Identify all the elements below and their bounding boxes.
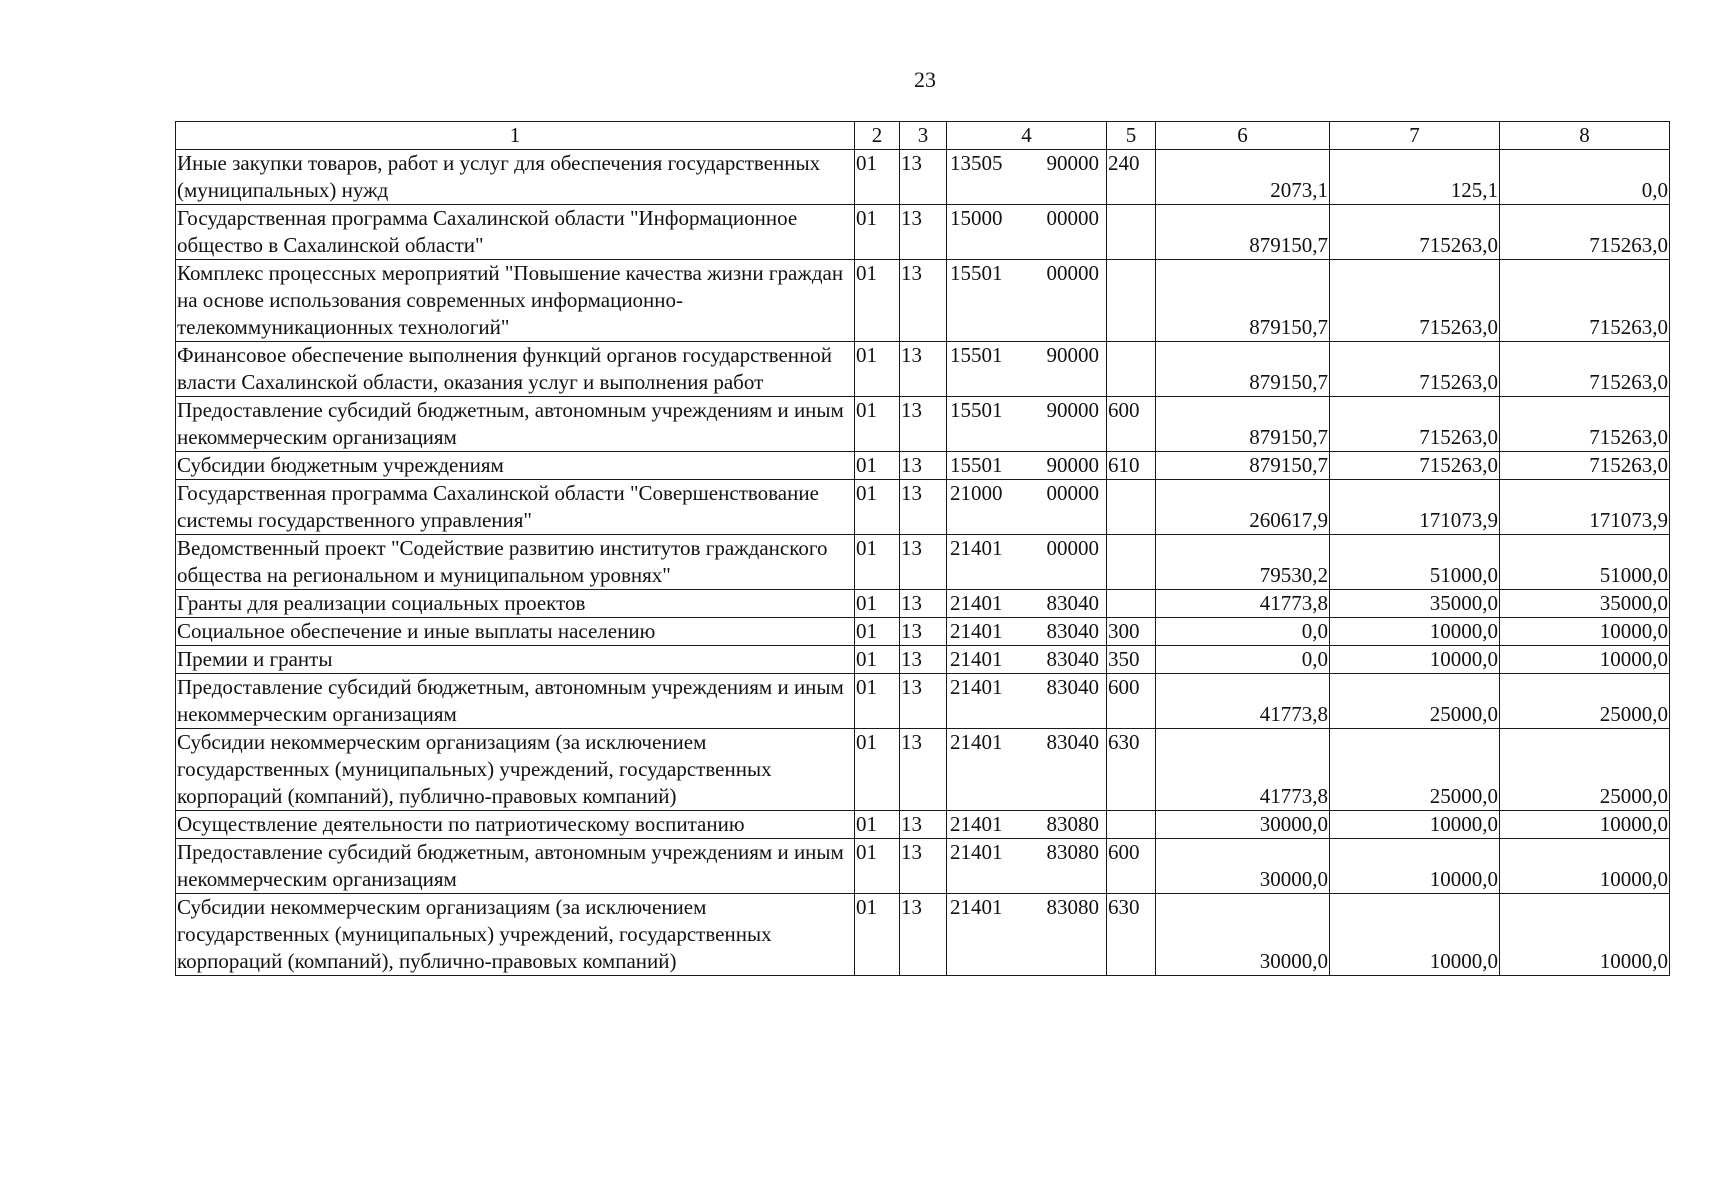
program-code-cell: [947, 811, 1107, 839]
section-code-cell: 01: [855, 839, 900, 894]
subsection-code-cell: 13: [900, 894, 947, 976]
expense-name-cell: Гранты для реализации социальных проектов: [176, 590, 855, 618]
expense-type-code-cell: 240: [1107, 150, 1156, 205]
section-code-cell: 01: [855, 894, 900, 976]
program-code-cell: [947, 535, 1107, 590]
table-body: [176, 150, 1670, 976]
table-row: [176, 535, 1670, 590]
program-code-cell: [947, 618, 1107, 646]
section-code-cell: 01: [855, 646, 900, 674]
amount-col-6-cell: 879150,7: [1156, 205, 1330, 260]
expense-name-cell: Финансовое обеспечение выполнения функций органов государственной власти Сахалинской области, оказания услуг и выполнения работ: [176, 342, 855, 397]
table-row: [176, 205, 1670, 260]
program-code-cell: [947, 590, 1107, 618]
program-code-part-a: 21401: [950, 730, 1003, 754]
program-code-part-a: 15501: [950, 343, 1003, 367]
program-code-part-a: 15501: [950, 261, 1003, 285]
table-row: [176, 674, 1670, 729]
expense-type-code-cell: 610: [1107, 452, 1156, 480]
amount-col-6-cell: 879150,7: [1156, 397, 1330, 452]
amount-col-8-cell: 0,0: [1500, 150, 1670, 205]
table-row: [176, 590, 1670, 618]
expense-name-cell: Предоставление субсидий бюджетным, автономным учреждениям и иным некоммерческим организациям: [176, 397, 855, 452]
section-code-cell: 01: [855, 535, 900, 590]
expense-type-code-cell: 600: [1107, 839, 1156, 894]
expense-type-code-cell: [1107, 811, 1156, 839]
program-code-part-a: 21401: [950, 840, 1003, 864]
program-code-part-b: 90000: [1046, 151, 1099, 175]
program-code-part-b: 83080: [1046, 812, 1099, 836]
table-row: [176, 618, 1670, 646]
amount-col-6-cell: 879150,7: [1156, 452, 1330, 480]
amount-col-6-cell: 79530,2: [1156, 535, 1330, 590]
table-row: [176, 646, 1670, 674]
expense-name-cell: Субсидии некоммерческим организациям (за исключением государственных (муниципальных) учреждений, государственных корпораций (компаний), публично-правовых компаний): [176, 729, 855, 811]
program-code-part-a: 15501: [950, 453, 1003, 477]
program-code-cell: [947, 397, 1107, 452]
subsection-code-cell: 13: [900, 590, 947, 618]
expense-name-cell: Предоставление субсидий бюджетным, автономным учреждениям и иным некоммерческим организациям: [176, 839, 855, 894]
table-row: [176, 894, 1670, 976]
amount-col-8-cell: 715263,0: [1500, 452, 1670, 480]
section-code-cell: 01: [855, 618, 900, 646]
program-code-cell: [947, 674, 1107, 729]
column-header-3: 3: [900, 122, 947, 150]
program-code-part-a: 21401: [950, 812, 1003, 836]
program-code-cell: [947, 452, 1107, 480]
section-code-cell: 01: [855, 480, 900, 535]
expense-type-code-cell: 630: [1107, 894, 1156, 976]
expense-name-cell: Ведомственный проект "Содействие развитию институтов гражданского общества на региональном и муниципальном уровнях": [176, 535, 855, 590]
amount-col-6-cell: 0,0: [1156, 646, 1330, 674]
section-code-cell: 01: [855, 452, 900, 480]
amount-col-7-cell: 715263,0: [1330, 397, 1500, 452]
program-code-part-a: 21401: [950, 619, 1003, 643]
table-row: [176, 150, 1670, 205]
amount-col-7-cell: 25000,0: [1330, 674, 1500, 729]
amount-col-6-cell: 30000,0: [1156, 811, 1330, 839]
amount-col-7-cell: 715263,0: [1330, 452, 1500, 480]
program-code-part-b: 90000: [1046, 453, 1099, 477]
amount-col-7-cell: 715263,0: [1330, 205, 1500, 260]
amount-col-8-cell: 35000,0: [1500, 590, 1670, 618]
expense-type-code-cell: [1107, 205, 1156, 260]
column-header-7: 7: [1330, 122, 1500, 150]
column-header-8: 8: [1500, 122, 1670, 150]
expense-type-code-cell: 350: [1107, 646, 1156, 674]
subsection-code-cell: 13: [900, 535, 947, 590]
program-code-cell: [947, 260, 1107, 342]
table-row: [176, 260, 1670, 342]
amount-col-8-cell: 10000,0: [1500, 894, 1670, 976]
expense-type-code-cell: [1107, 480, 1156, 535]
expense-type-code-cell: 630: [1107, 729, 1156, 811]
program-code-part-b: 83040: [1046, 675, 1099, 699]
expense-type-code-cell: 600: [1107, 674, 1156, 729]
amount-col-7-cell: 10000,0: [1330, 646, 1500, 674]
program-code-cell: [947, 646, 1107, 674]
program-code-part-a: 21401: [950, 536, 1003, 560]
subsection-code-cell: 13: [900, 150, 947, 205]
subsection-code-cell: 13: [900, 646, 947, 674]
expense-name-cell: Иные закупки товаров, работ и услуг для обеспечения государственных (муниципальных) нужд: [176, 150, 855, 205]
program-code-cell: [947, 729, 1107, 811]
amount-col-6-cell: 879150,7: [1156, 260, 1330, 342]
table-row: [176, 480, 1670, 535]
amount-col-6-cell: 41773,8: [1156, 729, 1330, 811]
program-code-cell: [947, 342, 1107, 397]
subsection-code-cell: 13: [900, 452, 947, 480]
table-row: [176, 839, 1670, 894]
subsection-code-cell: 13: [900, 674, 947, 729]
program-code-cell: [947, 480, 1107, 535]
program-code-part-a: 13505: [950, 151, 1003, 175]
amount-col-8-cell: 25000,0: [1500, 729, 1670, 811]
section-code-cell: 01: [855, 260, 900, 342]
amount-col-7-cell: 10000,0: [1330, 618, 1500, 646]
program-code-cell: [947, 839, 1107, 894]
expense-name-cell: Государственная программа Сахалинской области "Информационное общество в Сахалинской области": [176, 205, 855, 260]
column-header-1: 1: [176, 122, 855, 150]
amount-col-6-cell: 879150,7: [1156, 342, 1330, 397]
section-code-cell: 01: [855, 397, 900, 452]
program-code-cell: [947, 205, 1107, 260]
section-code-cell: 01: [855, 674, 900, 729]
program-code-part-b: 83040: [1046, 730, 1099, 754]
expense-name-cell: Осуществление деятельности по патриотическому воспитанию: [176, 811, 855, 839]
section-code-cell: 01: [855, 205, 900, 260]
expense-name-cell: Субсидии бюджетным учреждениям: [176, 452, 855, 480]
program-code-part-b: 00000: [1046, 481, 1099, 505]
program-code-part-b: 00000: [1046, 261, 1099, 285]
program-code-part-b: 83040: [1046, 619, 1099, 643]
program-code-part-a: 21401: [950, 591, 1003, 615]
column-header-5: 5: [1107, 122, 1156, 150]
amount-col-7-cell: 51000,0: [1330, 535, 1500, 590]
program-code-part-b: 90000: [1046, 343, 1099, 367]
amount-col-7-cell: 715263,0: [1330, 342, 1500, 397]
amount-col-7-cell: 10000,0: [1330, 839, 1500, 894]
table-row: [176, 397, 1670, 452]
program-code-part-b: 83040: [1046, 647, 1099, 671]
table-row: [176, 729, 1670, 811]
program-code-part-b: 83040: [1046, 591, 1099, 615]
subsection-code-cell: 13: [900, 205, 947, 260]
amount-col-6-cell: 260617,9: [1156, 480, 1330, 535]
subsection-code-cell: 13: [900, 480, 947, 535]
amount-col-8-cell: 25000,0: [1500, 674, 1670, 729]
amount-col-7-cell: 10000,0: [1330, 811, 1500, 839]
amount-col-6-cell: 41773,8: [1156, 590, 1330, 618]
program-code-cell: [947, 150, 1107, 205]
amount-col-6-cell: 2073,1: [1156, 150, 1330, 205]
program-code-part-b: 83080: [1046, 895, 1099, 919]
amount-col-7-cell: 25000,0: [1330, 729, 1500, 811]
expense-name-cell: Премии и гранты: [176, 646, 855, 674]
subsection-code-cell: 13: [900, 811, 947, 839]
subsection-code-cell: 13: [900, 260, 947, 342]
section-code-cell: 01: [855, 729, 900, 811]
column-header-6: 6: [1156, 122, 1330, 150]
program-code-part-a: 21401: [950, 675, 1003, 699]
table-row: [176, 342, 1670, 397]
amount-col-7-cell: 715263,0: [1330, 260, 1500, 342]
amount-col-7-cell: 10000,0: [1330, 894, 1500, 976]
expense-type-code-cell: [1107, 535, 1156, 590]
amount-col-8-cell: 10000,0: [1500, 646, 1670, 674]
expense-name-cell: Предоставление субсидий бюджетным, автономным учреждениям и иным некоммерческим организациям: [176, 674, 855, 729]
subsection-code-cell: 13: [900, 397, 947, 452]
expense-name-cell: Государственная программа Сахалинской области "Совершенствование системы государственного управления": [176, 480, 855, 535]
section-code-cell: 01: [855, 342, 900, 397]
header-row: [176, 122, 1670, 150]
section-code-cell: 01: [855, 590, 900, 618]
subsection-code-cell: 13: [900, 618, 947, 646]
page-number: 23: [914, 67, 936, 92]
program-code-part-a: 21401: [950, 895, 1003, 919]
program-code-part-b: 00000: [1046, 536, 1099, 560]
amount-col-8-cell: 10000,0: [1500, 811, 1670, 839]
amount-col-8-cell: 10000,0: [1500, 618, 1670, 646]
amount-col-8-cell: 171073,9: [1500, 480, 1670, 535]
program-code-part-b: 83080: [1046, 840, 1099, 864]
amount-col-6-cell: 30000,0: [1156, 839, 1330, 894]
expense-type-code-cell: 300: [1107, 618, 1156, 646]
subsection-code-cell: 13: [900, 342, 947, 397]
amount-col-8-cell: 715263,0: [1500, 260, 1670, 342]
table-row: [176, 811, 1670, 839]
column-header-4: 4: [947, 122, 1107, 150]
subsection-code-cell: 13: [900, 729, 947, 811]
section-code-cell: 01: [855, 811, 900, 839]
program-code-part-b: 00000: [1046, 206, 1099, 230]
section-code-cell: 01: [855, 150, 900, 205]
column-header-2: 2: [855, 122, 900, 150]
expense-name-cell: Комплекс процессных мероприятий "Повышение качества жизни граждан на основе использования современных информационно-телекоммуникационных технологий": [176, 260, 855, 342]
amount-col-6-cell: 30000,0: [1156, 894, 1330, 976]
budget-table: [175, 121, 1670, 976]
expense-type-code-cell: [1107, 260, 1156, 342]
amount-col-8-cell: 715263,0: [1500, 397, 1670, 452]
amount-col-6-cell: 41773,8: [1156, 674, 1330, 729]
program-code-part-b: 90000: [1046, 398, 1099, 422]
program-code-part-a: 15000: [950, 206, 1003, 230]
table-row: [176, 452, 1670, 480]
program-code-part-a: 21000: [950, 481, 1003, 505]
expense-type-code-cell: [1107, 590, 1156, 618]
amount-col-7-cell: 125,1: [1330, 150, 1500, 205]
amount-col-7-cell: 171073,9: [1330, 480, 1500, 535]
expense-type-code-cell: [1107, 342, 1156, 397]
amount-col-7-cell: 35000,0: [1330, 590, 1500, 618]
subsection-code-cell: 13: [900, 839, 947, 894]
expense-type-code-cell: 600: [1107, 397, 1156, 452]
program-code-part-a: 21401: [950, 647, 1003, 671]
program-code-part-a: 15501: [950, 398, 1003, 422]
amount-col-8-cell: 51000,0: [1500, 535, 1670, 590]
amount-col-8-cell: 715263,0: [1500, 205, 1670, 260]
amount-col-6-cell: 0,0: [1156, 618, 1330, 646]
expense-name-cell: Социальное обеспечение и иные выплаты населению: [176, 618, 855, 646]
expense-name-cell: Субсидии некоммерческим организациям (за исключением государственных (муниципальных) учреждений, государственных корпораций (компаний), публично-правовых компаний): [176, 894, 855, 976]
amount-col-8-cell: 715263,0: [1500, 342, 1670, 397]
program-code-cell: [947, 894, 1107, 976]
amount-col-8-cell: 10000,0: [1500, 839, 1670, 894]
